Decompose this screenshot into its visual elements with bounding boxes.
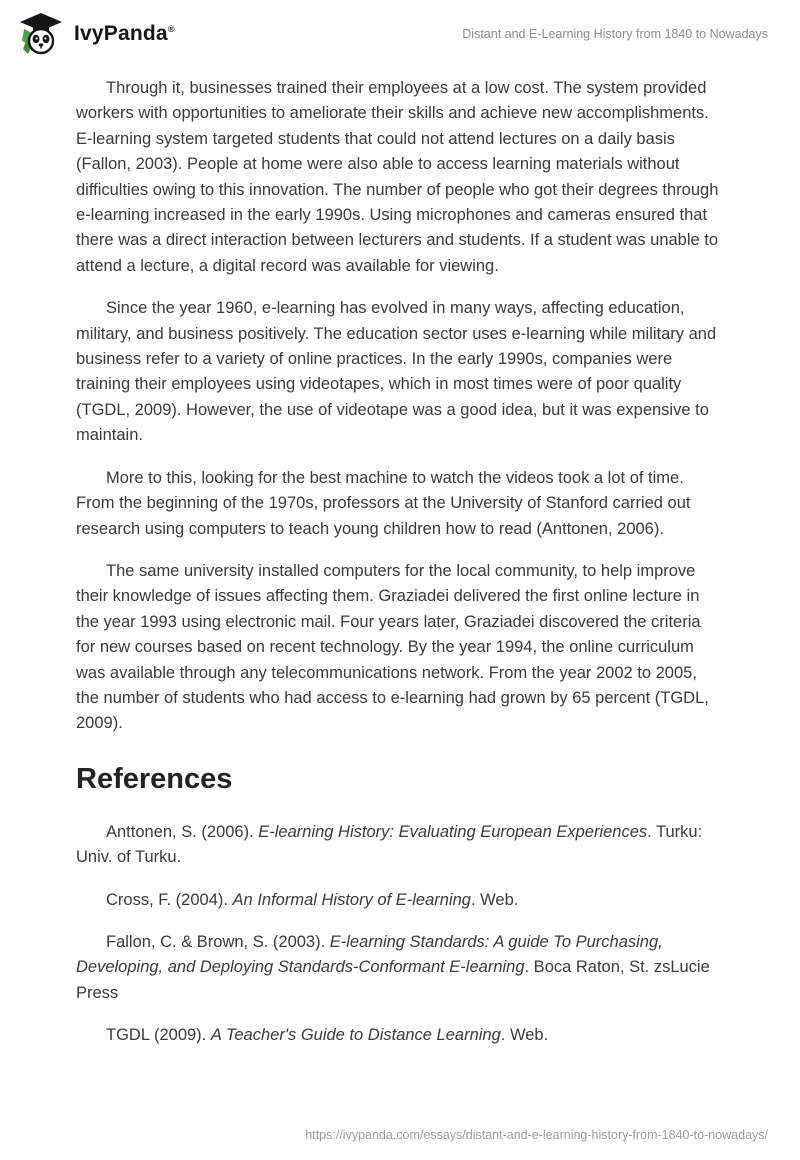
essay-paragraph: The same university installed computers for the local community, to help improve their knowledge of issues affecting them. Graziadei delivered the first online lecture in the year 1993 using electronic mail. Four years later, Graziadei discovered the criteria for new courses based on recent technology. By the year 1994, the online curriculum was available through any telecommunications network. From the year 2002 to 2005, the number of students who had access to e-learning had grown by 65 percent (TGDL, 2009).	[76, 561, 709, 733]
reference-title: E-learning History: Evaluating European Experiences	[258, 822, 648, 841]
reference-title: An Informal History of E-learning	[232, 890, 471, 909]
essay-paragraph: Since the year 1960, e-learning has evolved in many ways, affecting education, military, and business positively. The education sector uses e-learning while military and business refer to a variety of online practices. In the early 1990s, companies were training their employees using videotapes, which in most times were of poor quality (TGDL, 2009). However, the use of videotape was a good idea, but it was expensive to maintain.	[76, 299, 717, 445]
page-footer	[0, 1128, 768, 1142]
reference-title: A Teacher's Guide to Distance Learning	[210, 1026, 501, 1045]
reference-author: Anttonen, S. (2006).	[106, 822, 259, 841]
brand-name: IvyPanda®	[74, 22, 175, 45]
source-url: https://ivypanda.com/essays/distant-and-e-learning-history-from-1840-to-nowadays/	[305, 1128, 768, 1142]
reference-title: E-learning Standards: A guide To Purchasing, Developing, and Deploying Standards-Conformant E-learning	[76, 932, 663, 977]
references-heading: References	[76, 762, 233, 795]
document-title: Distant and E-Learning History from 1840 to Nowadays	[462, 27, 768, 41]
reference-entry	[76, 1023, 724, 1048]
ivypanda-panda-logo-icon	[18, 11, 64, 57]
essay-paragraph: Through it, businesses trained their employees at a low cost. The system provided workers with opportunities to ameliorate their skills and achieve new accomplishments. E-learning system targeted students that could not attend lectures on a daily basis (Fallon, 2003). People at home were also able to access learning materials without difficulties owing to this innovation. The number of people who got their degrees through e-learning increased in the early 1990s. Using microphones and cameras ensured that there was a direct interaction between lecturers and students. If a student was unable to attend a lecture, a digital record was available for viewing.	[76, 79, 719, 275]
essay-paragraph: More to this, looking for the best machine to watch the videos took a lot of time. From the beginning of the 1970s, professors at the University of Stanford carried out research using computers to teach young children how to read (Anttonen, 2006).	[76, 468, 691, 538]
reference-author: TGDL (2009).	[106, 1026, 211, 1045]
reference-publisher: . Turku: Univ. of Turku.	[76, 822, 703, 867]
reference-entry	[76, 820, 724, 871]
reference-author: Fallon, C. & Brown, S. (2003).	[106, 932, 330, 951]
registered-trademark: ®	[167, 24, 175, 34]
reference-author: Cross, F. (2004).	[106, 890, 233, 909]
brand[interactable]	[18, 11, 175, 57]
reference-publisher: . Boca Raton, St. zsLucie Press	[76, 958, 710, 1002]
reference-publisher: . Web.	[470, 890, 519, 909]
essay-body	[0, 62, 800, 1049]
reference-publisher: . Web.	[500, 1026, 549, 1045]
reference-entry	[76, 888, 724, 913]
reference-entry	[76, 930, 724, 1006]
page-header	[0, 0, 800, 62]
